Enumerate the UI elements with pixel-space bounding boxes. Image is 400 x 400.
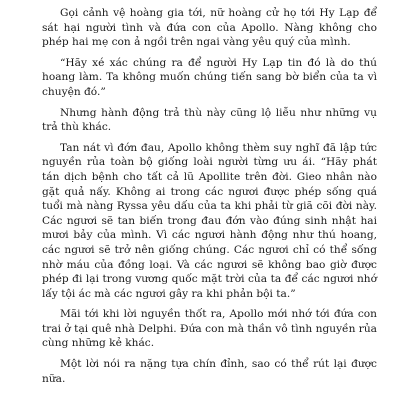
paragraph-3: Nhưng hành động trả thù này cũng lộ liễu như những vụ trả thù khác.: [42, 106, 377, 134]
paragraph-6: Một lời nói ra nặng tựa chín đỉnh, sao có thể rút lại được nữa.: [42, 358, 377, 385]
paragraph-5: Mãi tới khi lời nguyền thốt ra, Apollo mới nhớ tới đứa con trai ở tại quê nhà Delphi. Đứa con mà thần vô tình nguyền rủa cùng những kẻ khác.: [42, 308, 377, 350]
paragraph-1: Gọi cảnh vệ hoàng gia tới, nữ hoàng cử họ tới Hy Lạp để sát hại người tình và đứa con của Apollo. Nàng không cho phép hai mẹ con ả ngồi trên ngai vàng yêu quý của mình.: [42, 7, 377, 49]
paragraph-2: “Hãy xé xác chúng ra để người Hy Lạp tin đó là do thú hoang làm. Ta không muốn chúng tiến sang bờ biển của ta vì chuyện đó.”: [42, 56, 377, 98]
paragraph-4: Tan nát vì đớn đau, Apollo không thèm suy nghĩ đã lập tức nguyền rủa toàn bộ giống loài người từng ưu ái. “Hãy phát tán dịch bệnh cho tất cả lũ Apollite trên đời. Gieo nhân nào gặt quả nấy. Không ai trong các ngươi được phép sống quá tuổi mà nàng Ryssa yêu dấu của ta khi phải từ giã cõi đời này. Các ngươi sẽ tan biến trong đau đớn vào đúng sinh nhật hai mươi bảy của mình. Vì các ngươi hành động như thú hoang, các ngươi sẽ trở nên giống chúng. Các ngươi chỉ có thể sống nhờ máu của đồng loại. Và các ngươi sẽ không bao giờ được phép đi lại trong vương quốc mặt trời của ta để các ngươi nhớ lấy tội ác mà các ngươi gây ra khi phản bội ta.”: [42, 141, 377, 300]
body-text: [42, 6, 377, 392]
